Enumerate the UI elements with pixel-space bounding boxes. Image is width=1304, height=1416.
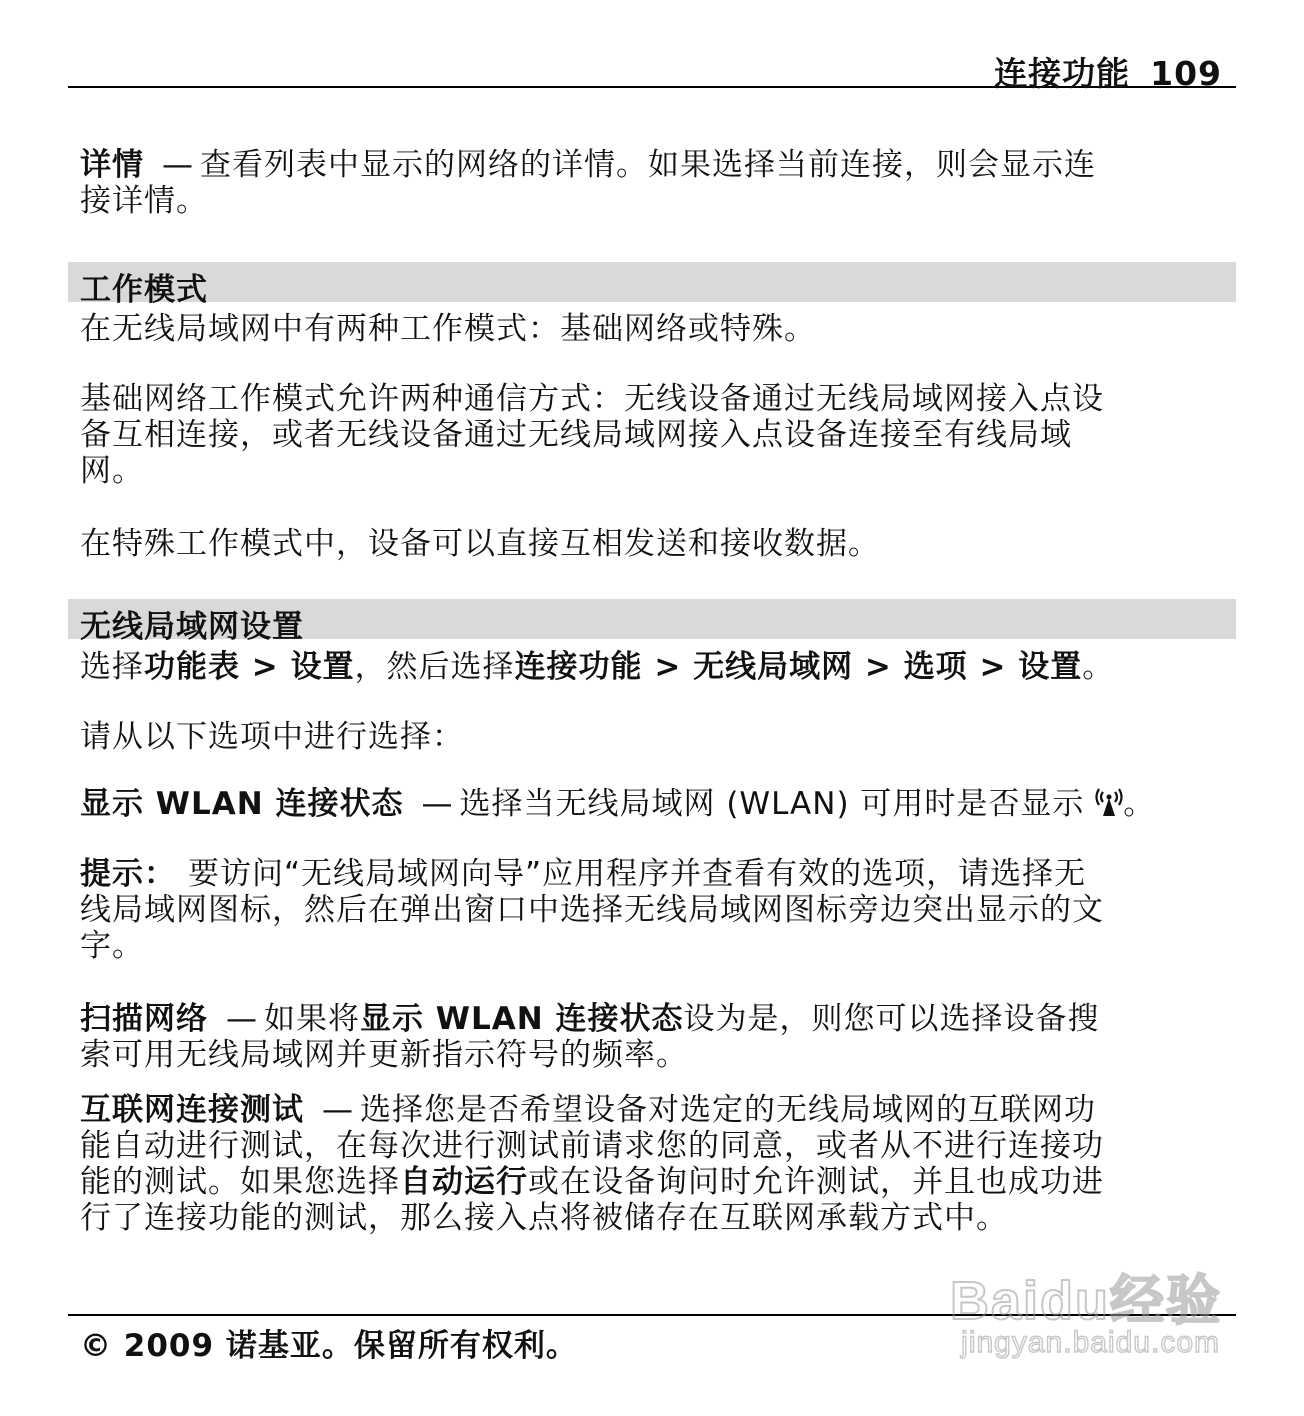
- internet-test-item: [80, 1092, 1228, 1236]
- section-header-settings: [68, 599, 1236, 645]
- section-title-mode: 工作模式: [80, 272, 208, 308]
- section-title-settings: 无线局域网设置: [80, 609, 304, 645]
- mode-p2-line-2: 备互相连接，或者无线设备通过无线局域网接入点设备连接至有线局域: [80, 417, 1072, 453]
- internet-test-line-4: 行了连接功能的测试，那么接入点将被储存在互联网承载方式中。: [80, 1200, 1008, 1236]
- path-mid: ，然后选择: [354, 649, 515, 685]
- path-separator: >: [967, 649, 1019, 685]
- mode-paragraph-3: 在特殊工作模式中，设备可以直接互相发送和接收数据。: [80, 526, 880, 562]
- section-header-mode: [68, 262, 1236, 308]
- show-status-end: 。: [1123, 786, 1156, 822]
- details-text-1: 查看列表中显示的网络的详情。如果选择当前连接，则会显示连: [200, 147, 1096, 183]
- watermark-brand: Baidu经验: [949, 1271, 1222, 1331]
- mode-p2-line-3: 网。: [80, 453, 144, 489]
- tip-line-1: [80, 856, 1228, 892]
- path-settings: 设置: [290, 649, 355, 685]
- scan-line-2: 索可用无线局域网并更新指示符号的频率。: [80, 1037, 688, 1073]
- em-dash: —: [322, 1092, 354, 1128]
- scan-line-1: [80, 1001, 1228, 1037]
- internet-test-bold: 自动运行: [400, 1164, 528, 1200]
- tip-text-1: 要访问“无线局域网向导”应用程序并查看有效的选项，请选择无: [188, 856, 1087, 892]
- page-number: 109: [1150, 54, 1222, 93]
- details-line-2: 接详情。: [80, 183, 208, 219]
- baidu-watermark: [922, 1258, 1222, 1368]
- wlan-antenna-icon: [1095, 788, 1123, 818]
- path-settings-2: 设置: [1018, 649, 1083, 685]
- internet-test-text-1: 选择您是否希望设备对选定的无线局域网的互联网功: [360, 1092, 1096, 1128]
- tip-term: 提示：: [80, 856, 176, 892]
- mode-paragraph-2: [80, 381, 1228, 489]
- scan-term: 扫描网络: [80, 1001, 208, 1037]
- header-text: [994, 48, 1222, 95]
- tip-line-2: 线局域网图标，然后在弹出窗口中选择无线局域网图标旁边突出显示的文: [80, 892, 1104, 928]
- path-end: 。: [1082, 649, 1115, 685]
- path-separator: >: [642, 649, 694, 685]
- page-header: [68, 44, 1236, 93]
- path-menu: 功能表: [144, 649, 240, 685]
- details-item: [80, 147, 1228, 219]
- show-status-item: [80, 786, 1228, 822]
- internet-test-pre: 能的测试。如果您选择: [80, 1164, 400, 1200]
- scan-item: [80, 1001, 1228, 1073]
- scan-bold-ref: 显示 WLAN 连接状态: [360, 1001, 684, 1037]
- path-wlan: 无线局域网: [693, 649, 854, 685]
- mode-p2-line-1: 基础网络工作模式允许两种通信方式：无线设备通过无线局域网接入点设: [80, 381, 1104, 417]
- internet-test-line-2: 能自动进行测试，在每次进行测试前请求您的同意，或者从不进行连接功: [80, 1128, 1104, 1164]
- internet-test-post: 或在设备询问时允许测试，并且也成功进: [528, 1164, 1104, 1200]
- internet-test-line-1: [80, 1092, 1228, 1128]
- internet-test-term: 互联网连接测试: [80, 1092, 304, 1128]
- path-separator: >: [240, 649, 291, 685]
- watermark-url: jingyan.baidu.com: [961, 1326, 1220, 1359]
- header-title: 连接功能: [994, 54, 1131, 93]
- internet-test-line-3: [80, 1164, 1228, 1200]
- settings-menu-path: [80, 649, 1228, 685]
- scan-post: 设为是，则您可以选择设备搜: [683, 1001, 1100, 1037]
- tip-item: [80, 856, 1228, 964]
- em-dash: —: [162, 147, 194, 183]
- path-separator: >: [853, 649, 904, 685]
- em-dash: —: [421, 786, 454, 822]
- em-dash: —: [226, 1001, 258, 1037]
- path-options: 选项: [903, 649, 968, 685]
- details-term: 详情: [80, 147, 144, 183]
- scan-pre: 如果将: [264, 1001, 360, 1037]
- choose-instruction: 请从以下选项中进行选择：: [80, 719, 464, 755]
- tip-line-3: 字。: [80, 928, 144, 964]
- show-status-term: 显示 WLAN 连接状态: [80, 786, 404, 822]
- show-status-text: 选择当无线局域网 (WLAN) 可用时是否显示: [459, 786, 1085, 822]
- mode-paragraph-1: 在无线局域网中有两种工作模式：基础网络或特殊。: [80, 311, 816, 347]
- path-connectivity: 连接功能: [514, 649, 643, 685]
- details-line-1: [80, 147, 1228, 183]
- path-prefix: 选择: [80, 649, 144, 685]
- footer-copyright: © 2009 诺基亚。保留所有权利。: [80, 1328, 578, 1364]
